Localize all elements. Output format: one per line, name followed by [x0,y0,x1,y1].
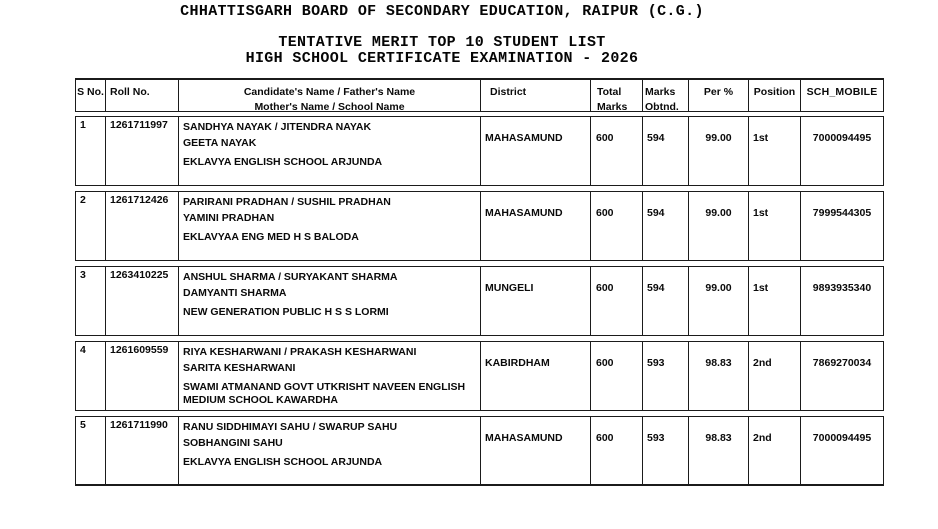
serial-number: 4 [76,342,106,410]
total-marks: 600 [591,267,643,335]
position: 1st [749,192,801,260]
district: MAHASAMUND [481,192,591,260]
table-row [75,116,884,186]
mother-name: SOBHANGINI SAHU [183,437,283,449]
board-title: CHHATTISGARH BOARD OF SECONDARY EDUCATION, RAIPUR (C.G.) [180,3,704,20]
merit-table [75,78,884,486]
document-header [0,0,884,67]
serial-number: 3 [76,267,106,335]
marks-obtained: 593 [643,342,689,410]
table-row [75,341,884,411]
candidate-details [179,267,481,335]
school-name: SWAMI ATMANAND GOVT UTKRISHT NAVEEN ENGLISH MEDIUM SCHOOL KAWARDHA [183,381,466,406]
table-row [75,416,884,486]
serial-number: 2 [76,192,106,260]
candidate-father-name: PARIRANI PRADHAN / SUSHIL PRADHAN [183,196,391,208]
serial-number: 1 [76,117,106,185]
column-header-sch-mobile: SCH_MOBILE [806,86,878,98]
percentage: 98.83 [689,417,749,484]
position: 1st [749,117,801,185]
candidate-details [179,342,481,410]
candidate-father-name: ANSHUL SHARMA / SURYAKANT SHARMA [183,271,398,283]
candidate-father-name: RANU SIDDHIMAYI SAHU / SWARUP SAHU [183,421,398,433]
total-marks: 600 [591,342,643,410]
table-header-row [75,78,884,112]
percentage: 99.00 [689,117,749,185]
column-header-obtnd-line1: Marks [645,86,676,98]
school-mobile: 7000094495 [812,132,872,144]
percentage: 99.00 [689,267,749,335]
table-row [75,191,884,261]
mother-name: SARITA KESHARWANI [183,362,296,374]
column-header-name-line1: Candidate's Name / Father's Name [243,86,416,98]
position: 2nd [749,417,801,484]
school-name: EKLAVYA ENGLISH SCHOOL ARJUNDA [183,456,383,468]
percentage: 99.00 [689,192,749,260]
district: KABIRDHAM [481,342,591,410]
district: MAHASAMUND [481,117,591,185]
table-row [75,266,884,336]
position: 2nd [749,342,801,410]
column-header-percent: Per % [689,80,749,111]
roll-number: 1261711990 [106,417,179,484]
report-subtitle: TENTATIVE MERIT TOP 10 STUDENT LIST [278,34,606,51]
school-mobile: 7869270034 [812,357,872,369]
candidate-details [179,117,481,185]
school-mobile: 7000094495 [812,432,872,444]
district: MAHASAMUND [481,417,591,484]
roll-number: 1263410225 [106,267,179,335]
column-header-roll: Roll No. [106,80,179,111]
roll-number: 1261711997 [106,117,179,185]
marks-obtained: 594 [643,267,689,335]
column-header-marks-obtained [643,80,689,111]
serial-number: 5 [76,417,106,484]
roll-number: 1261609559 [106,342,179,410]
total-marks: 600 [591,417,643,484]
total-marks: 600 [591,117,643,185]
column-header-total-line2: Marks [597,101,628,111]
mother-name: GEETA NAYAK [183,137,257,149]
column-header-district: District [481,80,591,111]
marks-obtained: 594 [643,117,689,185]
column-header-name [179,80,481,111]
mother-name: YAMINI PRADHAN [183,212,275,224]
column-header-total-line1: Total [597,86,622,98]
school-mobile: 9893935340 [812,282,872,294]
table-body [75,116,884,486]
mother-name: DAMYANTI SHARMA [183,287,287,299]
column-header-total-marks [591,80,643,111]
candidate-father-name: RIYA KESHARWANI / PRAKASH KESHARWANI [183,346,417,358]
school-name: EKLAVYA ENGLISH SCHOOL ARJUNDA [183,156,383,168]
candidate-father-name: SANDHYA NAYAK / JITENDRA NAYAK [183,121,372,133]
total-marks: 600 [591,192,643,260]
candidate-details [179,417,481,484]
percentage: 98.83 [689,342,749,410]
column-header-position: Position [749,80,801,111]
column-header-sno: S No. [76,80,106,111]
column-header-name-line2: Mother's Name / School Name [254,101,405,111]
marks-obtained: 593 [643,417,689,484]
column-header-obtnd-line2: Obtnd. [645,101,679,111]
marks-obtained: 594 [643,192,689,260]
school-name: NEW GENERATION PUBLIC H S S LORMI [183,306,389,318]
school-mobile: 7999544305 [812,207,872,219]
candidate-details [179,192,481,260]
exam-subtitle: HIGH SCHOOL CERTIFICATE EXAMINATION - 2026 [245,50,639,67]
position: 1st [749,267,801,335]
district: MUNGELI [481,267,591,335]
roll-number: 1261712426 [106,192,179,260]
school-name: EKLAVYAA ENG MED H S BALODA [183,231,359,243]
